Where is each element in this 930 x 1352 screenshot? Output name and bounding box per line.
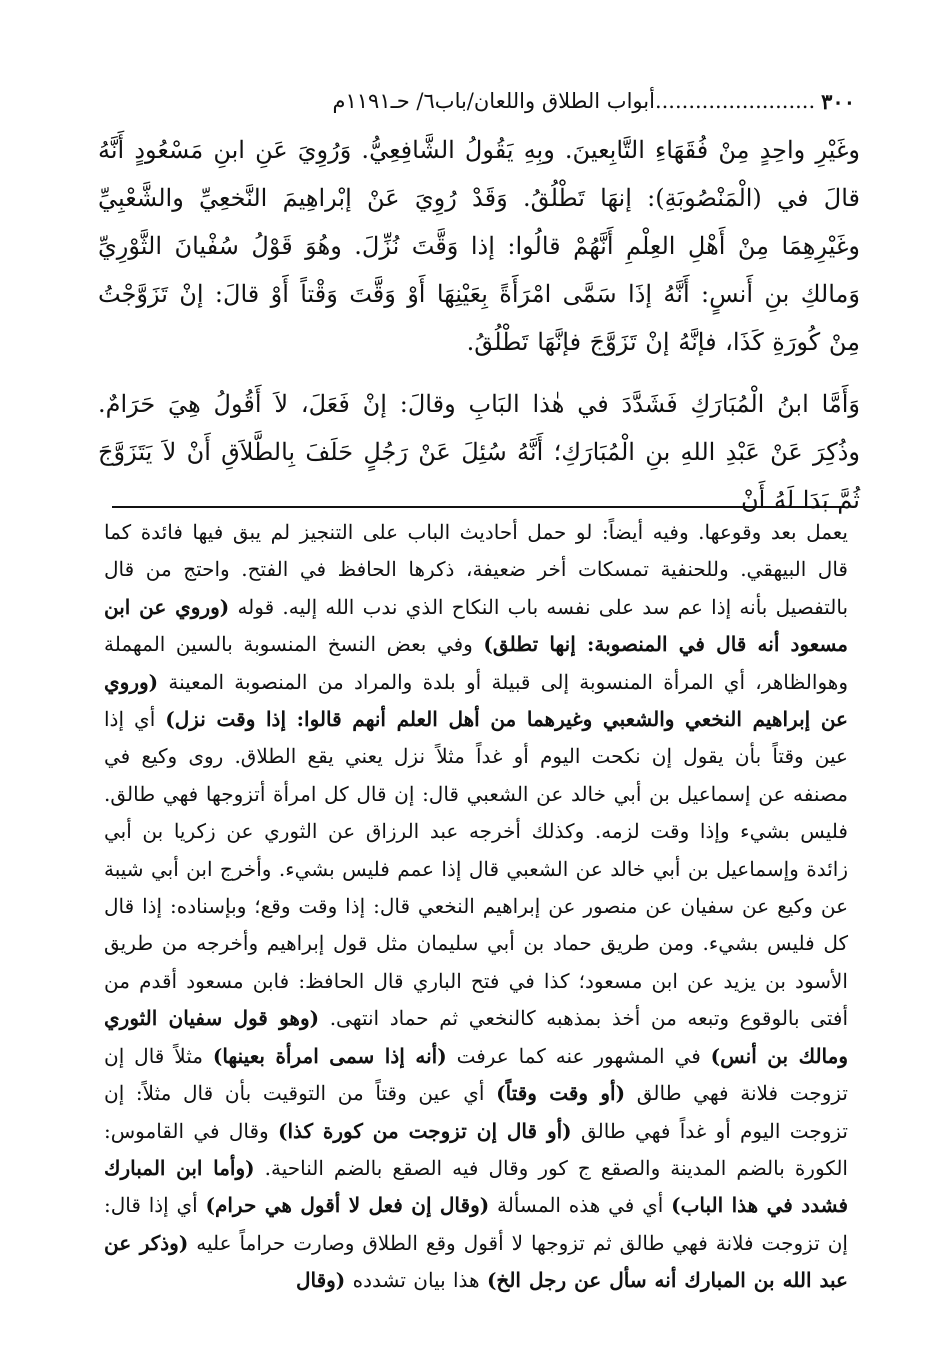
commentary-text: يعمل بعد وقوعها. وفيه أيضاً: لو حمل أحاديث الباب على التنجيز لم يبق فيها فائدة كما قال البيهقي. وللحنفية تمسكات أخر ضعيفة، ذكرها الحافظ في الفتح. واحتج من قال بالتفصيل بأنه إذا عم سد على نفسه باب النكاح الذي ندب الله إليه. قوله (104, 520, 849, 619)
quoted-text: (وقال (295, 1268, 346, 1293)
commentary-text: أي عين وقتاً من التوقيت بأن قال مثلاً: إن تزوجت اليوم أو غداً فهي طالق (104, 1081, 848, 1143)
quoted-text: (وروي عن إبراهيم النخعي والشعبي وغيرهما من أهل العلم أنهم قالوا: إذا وقت نزل) (104, 669, 848, 732)
commentary-text: وفي بعض النسخ المنسوبة بالسين المهملة وهوالظاهر، أي المرأة المنسوبة إلى قبيلة أو بلدة والمراد من المنصوبة المعينة (104, 632, 848, 694)
commentary-text: في المشهور عنه كما عرفت (446, 1043, 711, 1068)
divider-rule (112, 506, 845, 508)
quoted-text: (وذكر عن عبد الله بن المبارك أنه سأل عن رجل الخ) (104, 1230, 848, 1293)
quoted-text: (أنه إذا سمى امرأة بعينها) (212, 1043, 447, 1068)
commentary-text: أي في هذه المسألة (489, 1193, 672, 1218)
quoted-text: (وهو قول سفيان الثوري ومالك بن أنس) (104, 1006, 848, 1068)
main-text (98, 126, 860, 524)
quoted-text: (وأما ابن المبارك فشدد في هذا الباب) (104, 1155, 849, 1218)
header-leader-dots: ........................ (654, 89, 816, 113)
page-number: ٣٠٠ (821, 88, 855, 114)
commentary (104, 514, 848, 1300)
commentary-text: مثلاً قال إن تزوجت فلانة فهي طالق (104, 1043, 848, 1106)
commentary-text: هذا بيان تشدده (345, 1268, 487, 1293)
main-paragraph: وغَيْرِ واحِدٍ مِنْ فُقَهَاءِ التَّابِعينَ. وبِهِ يَقُولُ الشَّافِعِيُّ. وَرُوِيَ عَنِ ابنِ مَسْعُودٍ أَنَّهُ قالَ في (الْمَنْصُوبَةِ): إنهَا تَطْلُقُ. وَقَدْ رُوِيَ عَنْ إبْراهِيمَ النَّخعِيِّ والشَّعْبِيِّ وغَيْرِهِمَا مِنْ أَهْلِ العِلْمِ أَنَّهُمْ قالُوا: إذا وَقَّتَ نُزِّلَ. وهُوَ قَوْلُ سُفْيانَ الثَّوْرِيِّ وَمالكِ بنِ أَنسٍ: أَنَّهُ إذَا سَمَّى امْرَأَةً بِعَيْنِهَا أَوْ وَقَّتَ وَقْتاً أَوْ قالَ: إنْ تَزَوَّجْتُ مِنْ كُورَةِ كَذَا، فإنَّهُ إنْ تَزَوَّجَ فإنَّهَا تَطْلُقُ. (98, 136, 861, 356)
main-paragraph: وَأَمَّا ابنُ الْمُبَارَكِ فَشَدَّدَ في هٰذا البَابِ وقالَ: إنْ فَعَلَ، لاَ أَقُولُ هِيَ حَرَامٌ. وذُكِرَ عَنْ عَبْدِ اللهِ بنِ الْمُبَارَكِ؛ أَنَّهُ سُئِلَ عَنْ رَجُلٍ حَلَفَ بِالطَّلاَقِ أَنْ لاَ يَتَزَوَّجَ ثُمَّ بَدَا لَهُ أَنْ (98, 390, 860, 514)
running-header (120, 82, 855, 120)
quoted-text: (وروي عن ابن مسعود أنه قال في المنصوبة: إنها تطلق) (104, 594, 848, 657)
quoted-text: (وقال إن فعل لا أقول هي حرام) (205, 1193, 490, 1218)
commentary-text: أي إذا عين وقتاً بأن يقول إن نكحت اليوم أو غداً مثلاً نزل يعني يقع الطلاق. روى وكيع في مصنفه عن إسماعيل بن أبي خالد عن الشعبي قال: إن قال كل امرأة أتزوجها فهي طالق. فليس بشيء وإذا وقت لزمه. وكذلك أخرجه عبد الرزاق عن الثوري عن زكريا بن أبي زائدة وإسماعيل بن أبي خالد عن الشعبي قال إذا عمم فليس بشيء. وأخرج ابن أبي شيبة عن وكيع عن سفيان عن منصور عن إبراهيم النخعي قال: إذا وقت وقع؛ وبإسناده: إذا قال كل فليس بشيء. ومن طريق حماد بن أبي سليمان مثل قول إبراهيم وأخرجه من طريق الأسود بن يزيد عن ابن مسعود؛ كذا في فتح الباري قال الحافظ: فابن مسعود أقدم من أفتى بالوقوع وتبعه من أخذ بمذهبه كالنخعي ثم حماد انتهى. (104, 707, 848, 1031)
quoted-text: (أو وقت وقتاً) (496, 1081, 626, 1106)
running-title: أبواب الطلاق واللعان/باب٦/ حـ١١٩١م (332, 89, 655, 113)
commentary-text: وقال في القاموس: الكورة بالضم المدينة والصقع ج كور وقال فيه الصقع بالضم الناحية. (104, 1118, 848, 1180)
commentary-paragraph (104, 514, 848, 1300)
quoted-text: (أو قال إن تزوجت من كورة كذا) (277, 1118, 572, 1143)
commentary-text: أي إذا قال: إن تزوجت فلانة فهي طالق ثم تزوجها لا أقول وقع الطلاق وصارت حراماً عليه (104, 1193, 848, 1255)
